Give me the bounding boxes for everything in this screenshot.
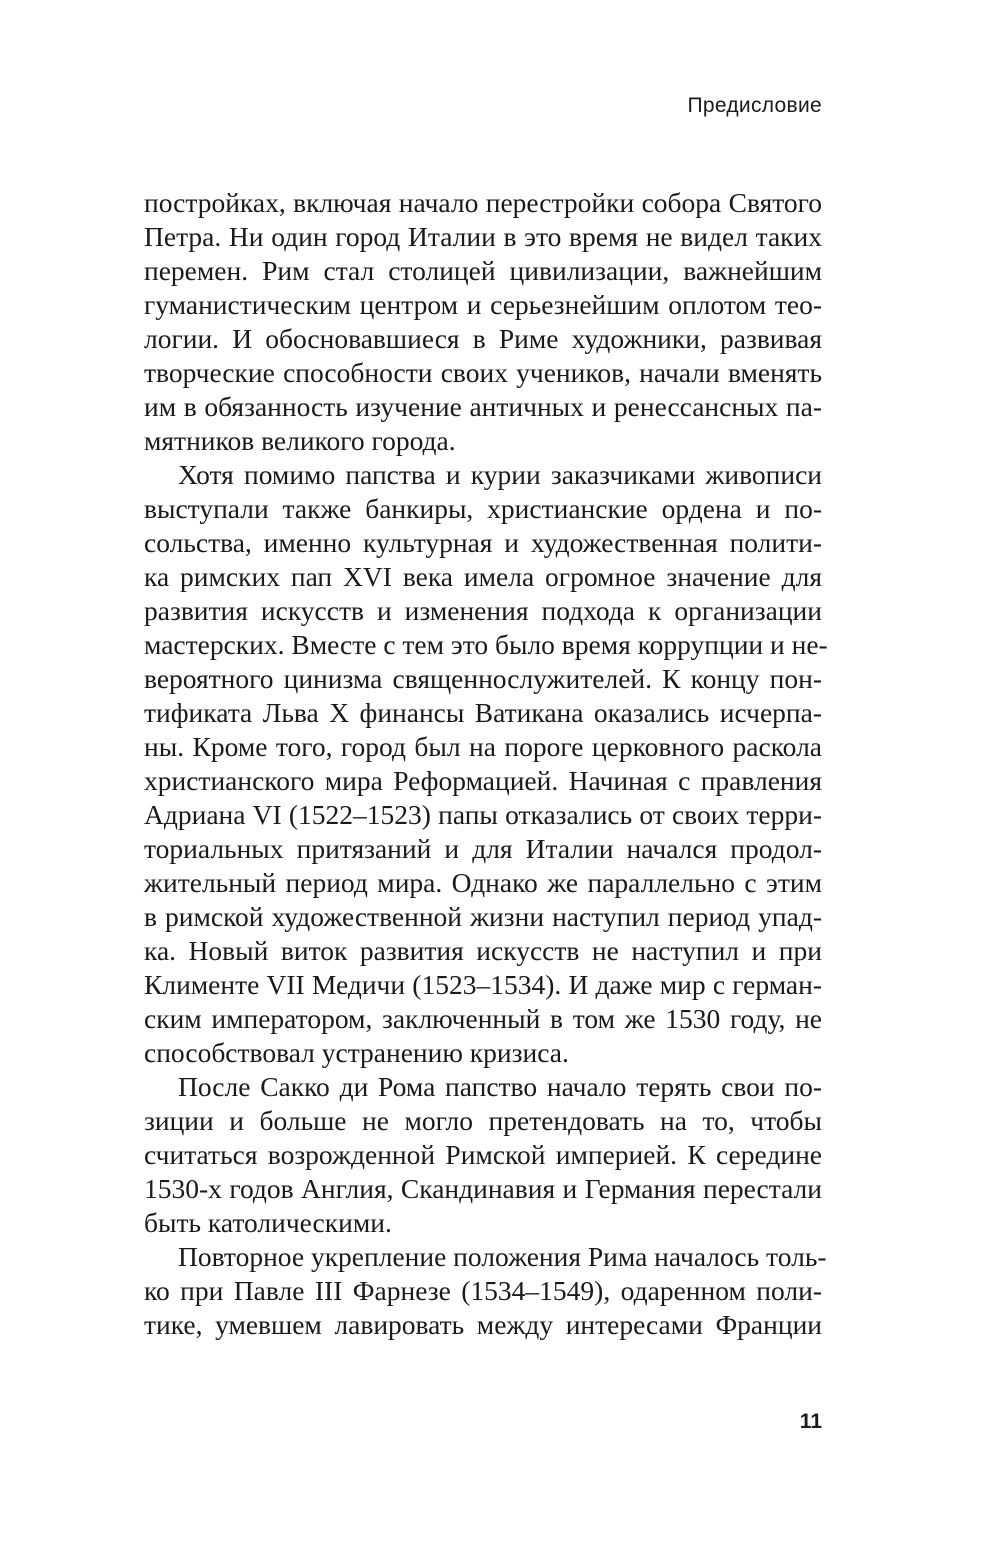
text-line: вероятного цинизма священнослужителей. К концу пон- <box>144 663 822 694</box>
text-line: Хотя помимо папства и курии заказчиками живописи <box>178 459 822 490</box>
page-number: 11 <box>799 1410 822 1433</box>
text-line: сольства, именно культурная и художественная полити- <box>144 527 822 558</box>
text-line: постройках, включая начало перестройки собора Святого <box>144 187 822 218</box>
text-line: перемен. Рим стал столицей цивилизации, важнейшим <box>144 255 822 286</box>
text-line: зиции и больше не могло претендовать на то, чтобы <box>144 1105 822 1136</box>
paragraph-3 <box>144 1070 822 1240</box>
text-line: 1530-х годов Англия, Скандинавия и Германия перестали <box>144 1173 822 1204</box>
text-line: После Сакко ди Рома папство начало терять свои по- <box>178 1071 822 1102</box>
text-line: им в обязанность изучение античных и ренессансных па- <box>144 391 822 422</box>
text-line: творческие способности своих учеников, начали вменять <box>144 357 822 388</box>
text-line: мастерских. Вместе с тем это было время коррупции и не- <box>144 629 828 660</box>
text-line: ко при Павле III Фарнезе (1534–1549), одаренном поли- <box>144 1275 822 1306</box>
text-line: ским императором, заключенный в том же 1530 году, не <box>144 1003 822 1034</box>
text-line: тике, умевшем лавировать между интересами Франции <box>144 1309 822 1340</box>
text-line: жительный период мира. Однако же параллельно с этим <box>144 867 822 898</box>
text-line: христианского мира Реформацией. Начиная с правления <box>144 765 822 796</box>
body-text <box>144 186 828 1342</box>
text-line: ка. Новый виток развития искусств не наступил и при <box>144 935 822 966</box>
text-line: гуманистическим центром и серьезнейшим оплотом тео- <box>144 289 822 320</box>
text-line: ториальных притязаний и для Италии начался продол- <box>144 833 822 864</box>
text-line: тификата Льва X финансы Ватикана оказались исчерпа- <box>144 697 822 728</box>
text-line: быть католическими. <box>144 1207 392 1238</box>
text-line: развития искусств и изменения подхода к организации <box>144 595 822 626</box>
text-line: Петра. Ни один город Италии в это время не видел таких <box>144 221 822 252</box>
text-line: Повторное укрепление положения Рима началось толь- <box>178 1241 827 1272</box>
text-line: считаться возрожденной Римской империей. К середине <box>144 1139 822 1170</box>
paragraph-2 <box>144 458 828 1070</box>
text-line: ны. Кроме того, город был на пороге церковного раскола <box>144 731 822 762</box>
text-line: Клименте VII Медичи (1523–1534). И даже мир с герман- <box>144 969 822 1000</box>
text-line: ка римских пап XVI века имела огромное значение для <box>144 561 822 592</box>
running-header: Предисловие <box>687 94 822 117</box>
paragraph-4 <box>144 1240 827 1342</box>
text-line: Адриана VI (1522–1523) папы отказались от своих терри- <box>144 799 822 830</box>
text-line: способствовал устранению кризиса. <box>144 1037 569 1068</box>
paragraph-1 <box>144 186 822 458</box>
text-line: в римской художественной жизни наступил период упад- <box>144 901 822 932</box>
text-line: выступали также банкиры, христианские ордена и по- <box>144 493 822 524</box>
text-line: логии. И обосновавшиеся в Риме художники, развивая <box>144 323 822 354</box>
text-line: мятников великого города. <box>144 425 456 456</box>
